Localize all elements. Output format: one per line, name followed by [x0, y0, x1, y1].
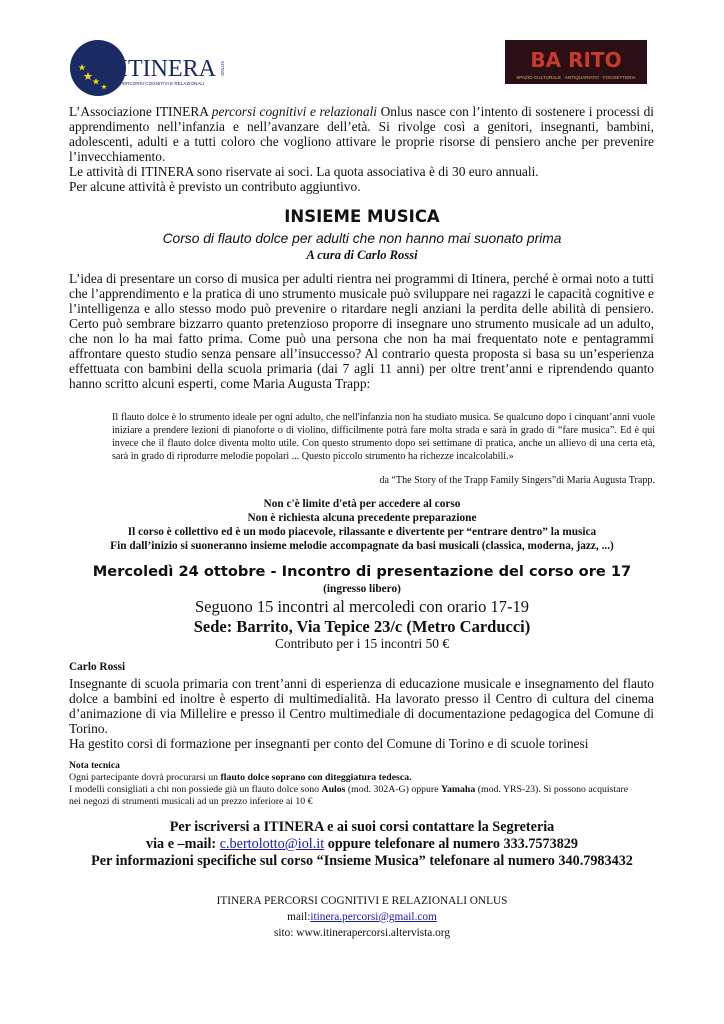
tech-note-flute: flauto dolce soprano con diteggiatura tedesca.: [220, 772, 412, 783]
note-item: Non c'è limite d'età per accedere al corso: [263, 498, 461, 510]
signup-line: Per iscriversi a ITINERA e ai suoi corsi contattare la Segreteria: [169, 819, 555, 835]
footer-org: ITINERA PERCORSI COGNITIVI E RELAZIONALI ONLUS: [216, 895, 508, 907]
signup-email-label: via e –mail:: [146, 836, 220, 852]
tech-note-text: (mod. 302A-G) oppure: [345, 784, 441, 795]
itinera-logo-tagline: PERCORSI COGNITIVI E RELAZIONALI: [120, 81, 205, 86]
event-sessions: Seguono 15 incontri al mercoledi con orario 17-19: [194, 597, 530, 616]
course-title: INSIEME MUSICA: [284, 207, 440, 226]
trapp-quote: Il flauto dolce è lo strumento ideale per ogni adulto, che nell'infanzia non ha studiato musica. Se qualcuno dopo i cinquant’anni vuole iniziare a prendere lezioni di pianoforte o di violino, difficilmente potrà fare molta strada e sarà in grado di “fare musica”. Ed è qui invece che il flauto dolce diventa molto utile. Con questo strumento dopo sei settimane di pratica, anche un allievo di una certa età, sarà in grado di riprodurre melodie popolari ... Questo piccolo strumento ha richezze incalcolabili.»: [112, 412, 655, 462]
intro-contribution: Per alcune attività è previsto un contributo aggiuntivo.: [69, 179, 361, 194]
note-item: Non è richiesta alcuna precedente preparazione: [247, 512, 477, 524]
footer-mail-label: mail:: [287, 911, 311, 923]
intro-paragraph: [69, 104, 654, 194]
footer-site: sito: www.itinerapercorsi.altervista.org: [274, 927, 450, 939]
signup-info: [0, 819, 724, 870]
tech-note-text: I modelli consigliati a chi non possiede già un flauto dolce sono: [69, 784, 322, 795]
quote-source: da “The Story of the Trapp Family Singers”di Maria Augusta Trapp.: [379, 475, 655, 486]
bio-name: Carlo Rossi: [69, 661, 126, 673]
tech-note-title: Nota tecnica: [69, 760, 120, 771]
bio-training: Ha gestito corsi di formazione per insegnanti per conto del Comune di Torino e di scuole torinesi: [69, 736, 589, 751]
signup-line-contact: [0, 836, 724, 853]
barrito-logo-mark: [505, 40, 647, 84]
signup-email-link[interactable]: c.bertolotto@iol.it: [219, 836, 325, 852]
footer: [0, 893, 724, 941]
tech-note-brand: Yamaha: [440, 784, 476, 795]
intro-text-a: L’Associazione ITINERA: [69, 104, 212, 119]
tech-note-brand: Aulos: [321, 784, 346, 795]
course-notes: [0, 497, 724, 553]
tech-note-text: (mod. YRS-23). Si possono acquistare nei negozi di strumenti musicali ad un prezzo inferiore ai 10 €: [69, 784, 629, 807]
barrito-logo-text: BA RITO: [530, 48, 622, 72]
itinera-logo-text: ITINERA: [120, 56, 216, 82]
footer-mail-line: [0, 909, 724, 925]
course-subtitle: Corso di flauto dolce per adulti che non hanno mai suonato prima: [162, 231, 562, 246]
footer-mail-link[interactable]: itinera.percorsi@gmail.com: [310, 911, 437, 923]
tech-note: [69, 772, 629, 808]
intro-text-italic: percorsi cognitivi e relazionali: [211, 104, 378, 119]
signup-line-course-phone: Per informazioni specifiche sul corso “Insieme Musica” telefonare al numero 340.7983432: [91, 853, 633, 869]
note-item: Il corso è collettivo ed è un modo piacevole, rilassante e divertente per “entrare dentro” la musica: [127, 526, 597, 538]
event-fee: Contributo per i 15 incontri 50 €: [274, 636, 450, 651]
tech-note-text: Ogni partecipante dovrà procurarsi un: [69, 772, 221, 783]
barrito-logo-tagline: SPAZIO CULTURALE · ANTIQUARIATO · FOGGETTERIA: [516, 75, 636, 80]
bio-text: Insegnante di scuola primaria con trent’anni di esperienza di educazione musicale e insegnamento del flauto dolce a bambini ed inoltre è esperto di multimedialità. Ha lavorato presso il Centro di cultura del cinema d’animazione di via Millelire e presso il Centro multimediale di documentazione pedagogica del Comune di Torino.: [69, 676, 654, 736]
event-headline: Mercoledì 24 ottobre - Incontro di presentazione del corso ore 17: [92, 563, 632, 580]
note-item: Fin dall’inizio si suoneranno insieme melodie accompagnate da basi musicali (classica, moderna, jazz, ...): [110, 540, 614, 552]
itinera-logo-side: ONLUS: [220, 60, 225, 76]
barrito-logo: [505, 40, 647, 84]
event-free-entry: (ingresso libero): [323, 583, 401, 595]
intro-text-b: Onlus nasce con l’intento di sostenere i processi di apprendimento nell’infanzia e nell’avanzare dell’età. Si rivolge così a genitori, insegnanti, bambini, adolescenti, adulti e a tutti coloro che vogliono attivare le proprie risorse di pensiero anche per prevenire l’invecchiamento.: [69, 104, 654, 164]
itinera-logo-mark: [68, 38, 228, 98]
itinera-logo: [68, 38, 228, 98]
event-venue: Sede: Barrito, Via Tepice 23/c (Metro Carducci): [193, 617, 531, 636]
intro-membership: Le attività di ITINERA sono riservate ai soci. La quota associativa è di 30 euro annuali.: [69, 164, 539, 179]
course-curator: A cura di Carlo Rossi: [306, 248, 418, 262]
bio-paragraph: [69, 676, 654, 751]
course-description: L’idea di presentare un corso di musica per adulti rientra nei programmi di Itinera, perché è ormai noto a tutti che l’apprendimento e la pratica di uno strumento musicale può sviluppare nei ragazzi le capacità cognitive e l’intelligenza e allo stesso modo può prevenire o ritardare negli anziani la perdita delle abilità di pensiero. Certo può sembrare bizzarro quanto pretenzioso proporre di insegnare uno strumento musicale ad un adulto, che non lo ha mai fatto prima. Come può una persona che non ha mai frequentato note e pentagrammi affrontare questo studio senza pensare all’insuccesso? Al contrario questa proposta si basa su un’esperienza effettuata con bambini della scuola primaria (dai 7 agli 11 anni) per oltre trent’anni e riprendendo quanto hanno scritto alcuni esperti, come Maria Augusta Trapp:: [69, 271, 654, 391]
signup-phone: oppure telefonare al numero 333.7573829: [324, 836, 578, 852]
